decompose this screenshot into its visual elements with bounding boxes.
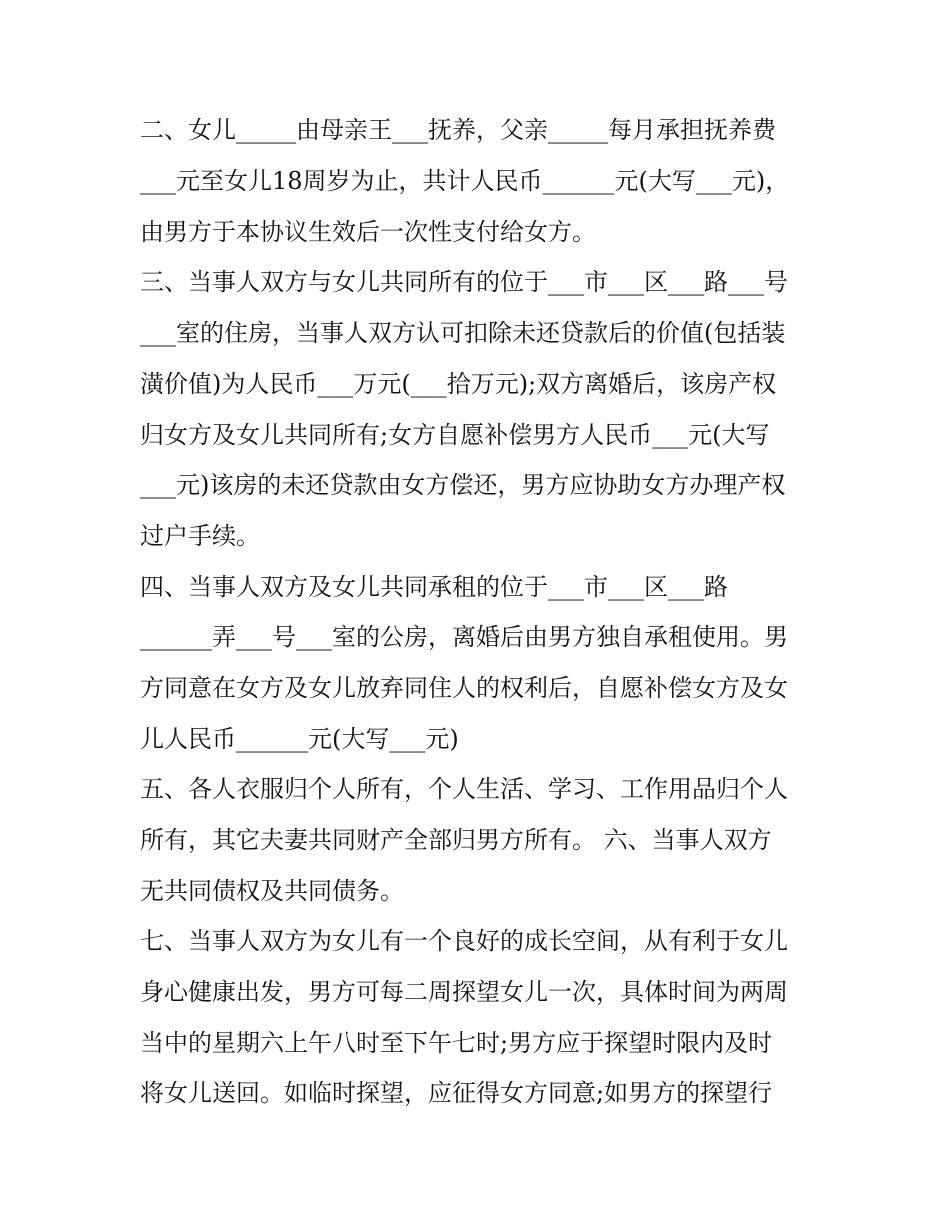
text-line: 当中的星期六上午八时至下午七时;男方应于探望时限内及时 [140, 1029, 773, 1057]
text-line: 身心健康出发，男方可每二周探望女儿一次，具体时间为两周 [140, 978, 788, 1006]
text-line: 儿人民币______元(大写___元) [140, 725, 459, 753]
text-line: 潢价值)为人民币___万元(___拾万元);双方离婚后，该房产权 [140, 370, 777, 398]
text-line: 七、当事人双方为女儿有一个良好的成长空间，从有利于女儿 [140, 927, 788, 955]
text-line: 无共同债权及共同债务。 [140, 877, 404, 905]
text-line: ______弄___号___室的公房，离婚后由男方独自承租使用。男 [140, 623, 788, 651]
text-line: ___室的住房，当事人双方认可扣除未还贷款后的价值(包括装 [140, 319, 786, 347]
text-line: 所有，其它夫妻共同财产全部归男方所有。 六、当事人双方 [140, 826, 772, 854]
text-line: 五、各人衣服归个人所有，个人生活、学习、工作用品归个人 [140, 775, 788, 803]
text-line: 将女儿送回。如临时探望，应征得女方同意;如男方的探望行 [140, 1079, 773, 1107]
text-line: 由男方于本协议生效后一次性支付给女方。 [140, 218, 596, 246]
text-line: 二、女儿_____由母亲王___抚养，父亲_____每月承担抚养费 [140, 116, 776, 144]
text-line: 过户手续。 [140, 522, 260, 550]
text-line: 归女方及女儿共同所有;女方自愿补偿男方人民币___元(大写 [140, 421, 770, 449]
text-line: ___元)该房的未还贷款由女方偿还，男方应协助女方办理产权 [140, 471, 786, 499]
text-line: 三、当事人双方与女儿共同所有的位于___市___区___路___号 [140, 268, 788, 296]
text-line: 四、当事人双方及女儿共同承租的位于___市___区___路 [140, 573, 728, 601]
text-line: 方同意在女方及女儿放弃同住人的权利后，自愿补偿女方及女 [140, 674, 788, 702]
text-line: ___元至女儿18周岁为止，共计人民币______元(大写___元)， [140, 167, 790, 195]
